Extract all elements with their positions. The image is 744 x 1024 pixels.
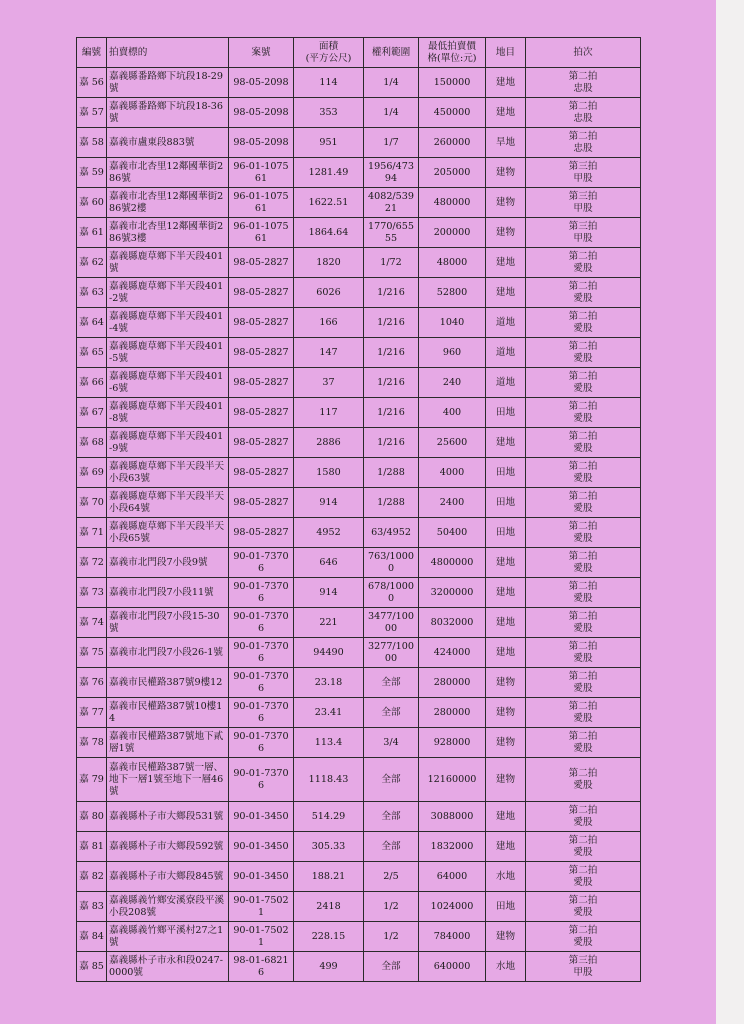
col-round-header: 拍次 (526, 38, 641, 68)
cell-target: 嘉義縣鹿草鄉下半天段半天小段65號 (107, 518, 229, 548)
table-row (77, 128, 641, 158)
cell-case-no: 98-05-2827 (229, 518, 294, 548)
cell-round: 第二拍 愛股 (526, 892, 641, 922)
cell-rights: 4082/53921 (364, 188, 419, 218)
table-row (77, 638, 641, 668)
cell-area: 914 (294, 488, 364, 518)
cell-round: 第二拍 愛股 (526, 638, 641, 668)
table-row (77, 488, 641, 518)
cell-min-price: 8032000 (419, 608, 486, 638)
cell-rights: 3/4 (364, 728, 419, 758)
cell-case-no: 98-05-2827 (229, 308, 294, 338)
cell-land-type: 建地 (486, 802, 526, 832)
cell-case-no: 98-05-2827 (229, 488, 294, 518)
cell-area: 113.4 (294, 728, 364, 758)
cell-round: 第二拍 忠股 (526, 98, 641, 128)
cell-land-type: 建地 (486, 608, 526, 638)
cell-land-type: 建物 (486, 158, 526, 188)
cell-min-price: 3200000 (419, 578, 486, 608)
cell-area: 94490 (294, 638, 364, 668)
cell-area: 1281.49 (294, 158, 364, 188)
cell-case-no: 98-05-2098 (229, 128, 294, 158)
cell-area: 1864.64 (294, 218, 364, 248)
table-row (77, 158, 641, 188)
cell-round: 第三拍 甲股 (526, 218, 641, 248)
cell-rights: 1/216 (364, 278, 419, 308)
cell-target: 嘉義市民權路387號地下貳層1號 (107, 728, 229, 758)
cell-land-type: 道地 (486, 368, 526, 398)
cell-min-price: 424000 (419, 638, 486, 668)
cell-case-no: 98-05-2827 (229, 278, 294, 308)
cell-area: 305.33 (294, 832, 364, 862)
cell-no: 嘉 79 (77, 758, 107, 802)
cell-target: 嘉義市北門段7小段26-1號 (107, 638, 229, 668)
table-row (77, 608, 641, 638)
cell-target: 嘉義市民權路387號一層、地下一層1號至地下一層46號 (107, 758, 229, 802)
cell-area: 1580 (294, 458, 364, 488)
cell-min-price: 25600 (419, 428, 486, 458)
cell-area: 37 (294, 368, 364, 398)
cell-round: 第三拍 甲股 (526, 158, 641, 188)
cell-no: 嘉 56 (77, 68, 107, 98)
scan-right-margin (716, 0, 744, 1024)
cell-target: 嘉義縣鹿草鄉下半天段401號 (107, 248, 229, 278)
cell-no: 嘉 67 (77, 398, 107, 428)
cell-case-no: 90-01-75021 (229, 922, 294, 952)
cell-area: 646 (294, 548, 364, 578)
cell-round: 第三拍 甲股 (526, 188, 641, 218)
cell-rights: 1/7 (364, 128, 419, 158)
table-row (77, 728, 641, 758)
cell-land-type: 建地 (486, 428, 526, 458)
table-row (77, 548, 641, 578)
cell-target: 嘉義縣鹿草鄉下半天段401-4號 (107, 308, 229, 338)
cell-area: 1820 (294, 248, 364, 278)
cell-round: 第二拍 忠股 (526, 128, 641, 158)
cell-min-price: 480000 (419, 188, 486, 218)
cell-land-type: 建物 (486, 188, 526, 218)
table-row (77, 952, 641, 982)
cell-no: 嘉 78 (77, 728, 107, 758)
cell-area: 2418 (294, 892, 364, 922)
cell-case-no: 98-05-2827 (229, 368, 294, 398)
cell-case-no: 96-01-107561 (229, 158, 294, 188)
cell-target: 嘉義縣朴子市大鄉段531號 (107, 802, 229, 832)
cell-land-type: 建地 (486, 548, 526, 578)
cell-no: 嘉 82 (77, 862, 107, 892)
cell-no: 嘉 81 (77, 832, 107, 862)
cell-rights: 全部 (364, 668, 419, 698)
cell-min-price: 150000 (419, 68, 486, 98)
cell-no: 嘉 63 (77, 278, 107, 308)
cell-land-type: 田地 (486, 398, 526, 428)
cell-rights: 1770/65555 (364, 218, 419, 248)
cell-target: 嘉義市民權路387號10樓14 (107, 698, 229, 728)
cell-land-type: 建地 (486, 578, 526, 608)
cell-rights: 全部 (364, 802, 419, 832)
cell-no: 嘉 77 (77, 698, 107, 728)
table-row (77, 278, 641, 308)
cell-land-type: 水地 (486, 862, 526, 892)
table-row (77, 308, 641, 338)
col-no-header: 編號 (77, 38, 107, 68)
cell-no: 嘉 60 (77, 188, 107, 218)
table-row (77, 922, 641, 952)
cell-no: 嘉 71 (77, 518, 107, 548)
cell-rights: 1/216 (364, 338, 419, 368)
table-row (77, 758, 641, 802)
cell-area: 1622.51 (294, 188, 364, 218)
table-row (77, 802, 641, 832)
cell-round: 第二拍 愛股 (526, 862, 641, 892)
cell-target: 嘉義縣義竹鄉安溪寮段平溪小段208號 (107, 892, 229, 922)
cell-area: 514.29 (294, 802, 364, 832)
cell-case-no: 98-01-68216 (229, 952, 294, 982)
table-row (77, 832, 641, 862)
cell-target: 嘉義市北門段7小段11號 (107, 578, 229, 608)
cell-target: 嘉義縣義竹鄉平溪村27之1號 (107, 922, 229, 952)
cell-round: 第二拍 愛股 (526, 758, 641, 802)
cell-case-no: 90-01-73706 (229, 698, 294, 728)
cell-land-type: 旱地 (486, 128, 526, 158)
cell-round: 第二拍 愛股 (526, 578, 641, 608)
cell-round: 第二拍 愛股 (526, 488, 641, 518)
cell-round: 第二拍 愛股 (526, 278, 641, 308)
cell-case-no: 98-05-2098 (229, 98, 294, 128)
cell-min-price: 1040 (419, 308, 486, 338)
cell-min-price: 1832000 (419, 832, 486, 862)
table-row (77, 98, 641, 128)
cell-target: 嘉義市北門段7小段15-30號 (107, 608, 229, 638)
cell-rights: 763/10000 (364, 548, 419, 578)
cell-min-price: 640000 (419, 952, 486, 982)
cell-land-type: 田地 (486, 892, 526, 922)
cell-area: 499 (294, 952, 364, 982)
cell-min-price: 4800000 (419, 548, 486, 578)
cell-target: 嘉義市北杏里12鄰國華街286號3樓 (107, 218, 229, 248)
cell-area: 114 (294, 68, 364, 98)
cell-min-price: 280000 (419, 668, 486, 698)
cell-area: 221 (294, 608, 364, 638)
cell-no: 嘉 84 (77, 922, 107, 952)
cell-rights: 1/216 (364, 368, 419, 398)
cell-no: 嘉 73 (77, 578, 107, 608)
cell-land-type: 建地 (486, 832, 526, 862)
cell-min-price: 2400 (419, 488, 486, 518)
cell-target: 嘉義市北杏里12鄰國華街286號 (107, 158, 229, 188)
cell-land-type: 建地 (486, 68, 526, 98)
cell-round: 第二拍 愛股 (526, 398, 641, 428)
cell-land-type: 建地 (486, 638, 526, 668)
cell-round: 第二拍 愛股 (526, 308, 641, 338)
cell-land-type: 建物 (486, 218, 526, 248)
cell-no: 嘉 75 (77, 638, 107, 668)
table-row (77, 862, 641, 892)
cell-target: 嘉義市北門段7小段9號 (107, 548, 229, 578)
cell-min-price: 784000 (419, 922, 486, 952)
cell-rights: 全部 (364, 952, 419, 982)
cell-no: 嘉 69 (77, 458, 107, 488)
cell-land-type: 建物 (486, 758, 526, 802)
table-row (77, 398, 641, 428)
cell-rights: 3277/10000 (364, 638, 419, 668)
cell-no: 嘉 66 (77, 368, 107, 398)
table-row (77, 218, 641, 248)
cell-target: 嘉義縣朴子市永和段0247-0000號 (107, 952, 229, 982)
cell-area: 188.21 (294, 862, 364, 892)
cell-area: 147 (294, 338, 364, 368)
cell-case-no: 90-01-73706 (229, 758, 294, 802)
cell-area: 166 (294, 308, 364, 338)
col-rights-header: 權利範圍 (364, 38, 419, 68)
cell-case-no: 90-01-73706 (229, 608, 294, 638)
cell-rights: 1/2 (364, 892, 419, 922)
cell-min-price: 280000 (419, 698, 486, 728)
cell-no: 嘉 65 (77, 338, 107, 368)
cell-round: 第二拍 愛股 (526, 832, 641, 862)
cell-land-type: 田地 (486, 518, 526, 548)
cell-case-no: 98-05-2827 (229, 398, 294, 428)
cell-no: 嘉 72 (77, 548, 107, 578)
cell-target: 嘉義縣番路鄉下坑段18-36號 (107, 98, 229, 128)
cell-round: 第二拍 愛股 (526, 608, 641, 638)
cell-case-no: 90-01-3450 (229, 832, 294, 862)
cell-rights: 1/216 (364, 308, 419, 338)
cell-no: 嘉 58 (77, 128, 107, 158)
cell-target: 嘉義市盧東段883號 (107, 128, 229, 158)
table-row (77, 578, 641, 608)
cell-area: 951 (294, 128, 364, 158)
cell-no: 嘉 59 (77, 158, 107, 188)
cell-round: 第二拍 愛股 (526, 428, 641, 458)
cell-area: 228.15 (294, 922, 364, 952)
cell-target: 嘉義縣番路鄉下坑段18-29號 (107, 68, 229, 98)
cell-min-price: 64000 (419, 862, 486, 892)
cell-target: 嘉義縣鹿草鄉下半天段401-9號 (107, 428, 229, 458)
table-row (77, 368, 641, 398)
header-row (77, 38, 641, 68)
cell-land-type: 建物 (486, 728, 526, 758)
table-row (77, 668, 641, 698)
cell-case-no: 90-01-73706 (229, 728, 294, 758)
cell-area: 117 (294, 398, 364, 428)
table-row (77, 698, 641, 728)
cell-rights: 1/2 (364, 922, 419, 952)
cell-min-price: 240 (419, 368, 486, 398)
cell-round: 第二拍 愛股 (526, 802, 641, 832)
cell-case-no: 98-05-2827 (229, 428, 294, 458)
cell-no: 嘉 83 (77, 892, 107, 922)
cell-land-type: 建物 (486, 922, 526, 952)
cell-min-price: 928000 (419, 728, 486, 758)
cell-target: 嘉義縣鹿草鄉下半天段401-2號 (107, 278, 229, 308)
cell-rights: 1/4 (364, 98, 419, 128)
cell-case-no: 98-05-2827 (229, 248, 294, 278)
cell-no: 嘉 85 (77, 952, 107, 982)
col-land-type-header: 地目 (486, 38, 526, 68)
table-row (77, 458, 641, 488)
cell-min-price: 960 (419, 338, 486, 368)
cell-no: 嘉 80 (77, 802, 107, 832)
cell-min-price: 450000 (419, 98, 486, 128)
cell-land-type: 道地 (486, 338, 526, 368)
cell-round: 第二拍 愛股 (526, 922, 641, 952)
cell-round: 第二拍 愛股 (526, 248, 641, 278)
cell-round: 第二拍 忠股 (526, 68, 641, 98)
cell-rights: 全部 (364, 698, 419, 728)
cell-rights: 63/4952 (364, 518, 419, 548)
cell-land-type: 建物 (486, 668, 526, 698)
cell-case-no: 90-01-73706 (229, 638, 294, 668)
cell-land-type: 田地 (486, 458, 526, 488)
cell-no: 嘉 62 (77, 248, 107, 278)
cell-case-no: 96-01-107561 (229, 188, 294, 218)
cell-round: 第二拍 愛股 (526, 728, 641, 758)
cell-target: 嘉義縣鹿草鄉下半天段401-8號 (107, 398, 229, 428)
cell-target: 嘉義縣鹿草鄉下半天段401-5號 (107, 338, 229, 368)
table-row (77, 248, 641, 278)
cell-target: 嘉義縣朴子市大鄉段845號 (107, 862, 229, 892)
cell-round: 第二拍 愛股 (526, 668, 641, 698)
cell-rights: 1/216 (364, 398, 419, 428)
cell-min-price: 400 (419, 398, 486, 428)
cell-no: 嘉 74 (77, 608, 107, 638)
cell-target: 嘉義市民權路387號9樓12 (107, 668, 229, 698)
table-row (77, 892, 641, 922)
cell-target: 嘉義縣鹿草鄉下半天段半天小段63號 (107, 458, 229, 488)
cell-case-no: 98-05-2827 (229, 338, 294, 368)
cell-area: 2886 (294, 428, 364, 458)
cell-land-type: 田地 (486, 488, 526, 518)
cell-rights: 3477/10000 (364, 608, 419, 638)
cell-case-no: 90-01-3450 (229, 862, 294, 892)
cell-case-no: 98-05-2827 (229, 458, 294, 488)
cell-area: 4952 (294, 518, 364, 548)
cell-case-no: 90-01-73706 (229, 578, 294, 608)
cell-round: 第二拍 愛股 (526, 368, 641, 398)
cell-min-price: 1024000 (419, 892, 486, 922)
col-target-header: 拍賣標的 (107, 38, 229, 68)
cell-land-type: 建地 (486, 278, 526, 308)
cell-case-no: 90-01-73706 (229, 668, 294, 698)
cell-land-type: 建地 (486, 98, 526, 128)
cell-land-type: 水地 (486, 952, 526, 982)
cell-case-no: 90-01-3450 (229, 802, 294, 832)
cell-case-no: 90-01-75021 (229, 892, 294, 922)
cell-target: 嘉義縣朴子市大鄉段592號 (107, 832, 229, 862)
cell-min-price: 260000 (419, 128, 486, 158)
cell-land-type: 道地 (486, 308, 526, 338)
cell-rights: 2/5 (364, 862, 419, 892)
cell-min-price: 52800 (419, 278, 486, 308)
cell-min-price: 205000 (419, 158, 486, 188)
table-row (77, 518, 641, 548)
table-row (77, 68, 641, 98)
cell-min-price: 48000 (419, 248, 486, 278)
cell-rights: 1/288 (364, 488, 419, 518)
cell-round: 第二拍 愛股 (526, 548, 641, 578)
cell-min-price: 3088000 (419, 802, 486, 832)
cell-min-price: 50400 (419, 518, 486, 548)
col-min-price-header: 最低拍賣價 格(單位:元) (419, 38, 486, 68)
cell-area: 353 (294, 98, 364, 128)
cell-no: 嘉 61 (77, 218, 107, 248)
cell-target: 嘉義市北杏里12鄰國華街286號2樓 (107, 188, 229, 218)
cell-case-no: 90-01-73706 (229, 548, 294, 578)
cell-target: 嘉義縣鹿草鄉下半天段半天小段64號 (107, 488, 229, 518)
cell-no: 嘉 76 (77, 668, 107, 698)
cell-area: 6026 (294, 278, 364, 308)
cell-rights: 全部 (364, 832, 419, 862)
cell-round: 第二拍 愛股 (526, 338, 641, 368)
table-row (77, 428, 641, 458)
cell-no: 嘉 68 (77, 428, 107, 458)
cell-rights: 全部 (364, 758, 419, 802)
cell-rights: 1/216 (364, 428, 419, 458)
cell-rights: 1/4 (364, 68, 419, 98)
col-area-header: 面積 (平方公尺) (294, 38, 364, 68)
cell-rights: 1/288 (364, 458, 419, 488)
cell-rights: 678/10000 (364, 578, 419, 608)
auction-table (76, 37, 641, 982)
cell-round: 第三拍 甲股 (526, 952, 641, 982)
cell-land-type: 建地 (486, 248, 526, 278)
cell-round: 第二拍 愛股 (526, 518, 641, 548)
cell-target: 嘉義縣鹿草鄉下半天段401-6號 (107, 368, 229, 398)
cell-rights: 1956/47394 (364, 158, 419, 188)
cell-no: 嘉 70 (77, 488, 107, 518)
cell-no: 嘉 64 (77, 308, 107, 338)
cell-area: 914 (294, 578, 364, 608)
cell-area: 23.18 (294, 668, 364, 698)
cell-area: 1118.43 (294, 758, 364, 802)
cell-min-price: 12160000 (419, 758, 486, 802)
cell-round: 第二拍 愛股 (526, 458, 641, 488)
cell-rights: 1/72 (364, 248, 419, 278)
cell-min-price: 4000 (419, 458, 486, 488)
cell-land-type: 建物 (486, 698, 526, 728)
cell-min-price: 200000 (419, 218, 486, 248)
table-row (77, 188, 641, 218)
col-case-no-header: 案號 (229, 38, 294, 68)
table-row (77, 338, 641, 368)
cell-case-no: 98-05-2098 (229, 68, 294, 98)
cell-area: 23.41 (294, 698, 364, 728)
cell-case-no: 96-01-107561 (229, 218, 294, 248)
cell-round: 第二拍 愛股 (526, 698, 641, 728)
cell-no: 嘉 57 (77, 98, 107, 128)
